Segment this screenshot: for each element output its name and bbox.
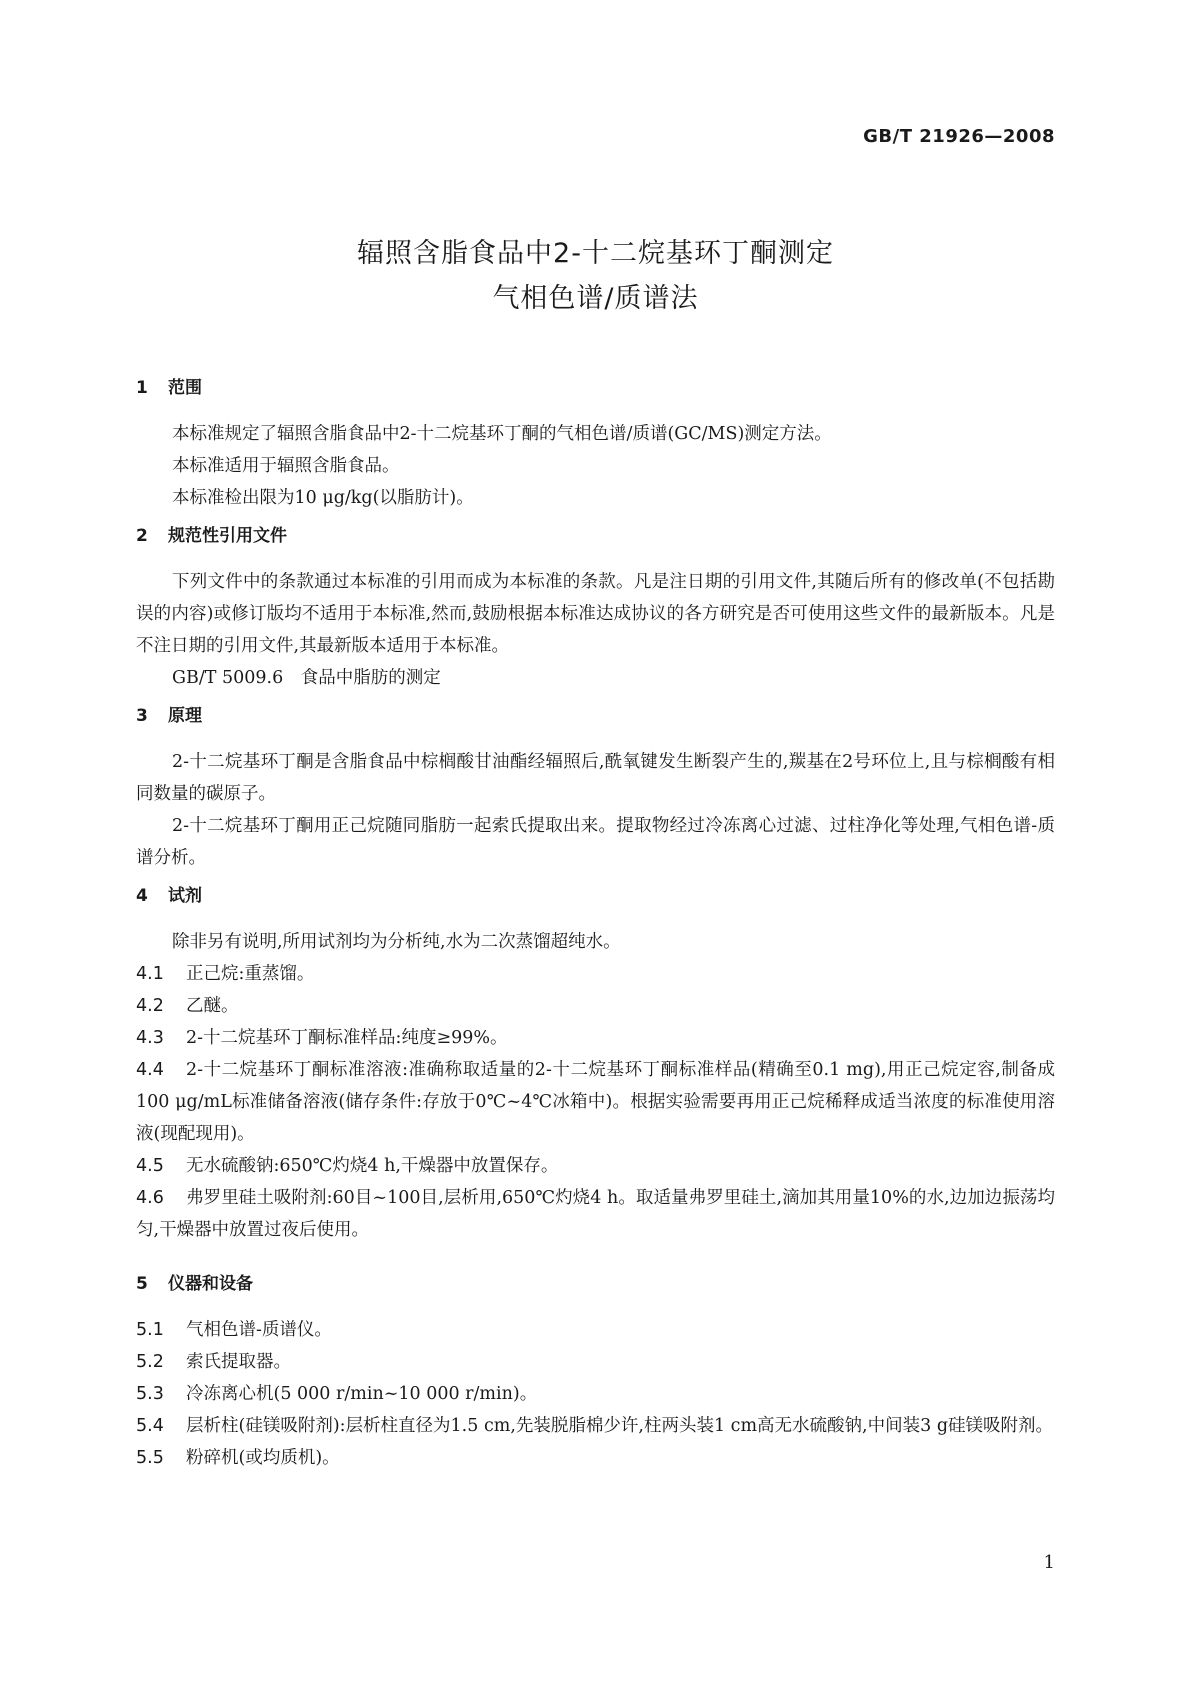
clause-number: 5.2 xyxy=(136,1352,164,1372)
clause-text: 冷冻离心机(5 000 r/min~10 000 r/min)。 xyxy=(186,1384,538,1404)
paragraph: 除非另有说明,所用试剂均为分析纯,水为二次蒸馏超纯水。 xyxy=(172,932,621,952)
section-title: 试剂 xyxy=(168,886,202,906)
clause-number: 4.6 xyxy=(136,1188,164,1208)
clause-text: 气相色谱-质谱仪。 xyxy=(186,1320,332,1340)
clause-text: 层析柱(硅镁吸附剂):层析柱直径为1.5 cm,先装脱脂棉少许,柱两头装1 cm高无水硫酸钠,中间装3 g硅镁吸附剂。 xyxy=(186,1416,1054,1436)
clause-item xyxy=(136,1378,1055,1410)
section-title: 原理 xyxy=(168,706,202,726)
clause-item xyxy=(136,1150,1055,1182)
paragraph: 2-十二烷基环丁酮用正己烷随同脂肪一起索氏提取出来。提取物经过冷冻离心过滤、过柱净化等处理,气相色谱-质谱分析。 xyxy=(136,816,1055,868)
clause-text: 2-十二烷基环丁酮标准样品:纯度≥99%。 xyxy=(186,1028,508,1048)
clause-text: 粉碎机(或均质机)。 xyxy=(186,1448,340,1468)
paragraph: 本标准检出限为10 μg/kg(以脂肪计)。 xyxy=(172,488,474,508)
section-heading-reagents xyxy=(136,880,1055,912)
section-number: 3 xyxy=(136,706,148,726)
clause-number: 4.5 xyxy=(136,1156,164,1176)
clause-number: 5.1 xyxy=(136,1320,164,1340)
clause-item xyxy=(136,990,1055,1022)
clause-text: 索氏提取器。 xyxy=(186,1352,291,1372)
section-title: 规范性引用文件 xyxy=(168,526,287,546)
document-body xyxy=(136,372,1055,1474)
clause-item xyxy=(136,1442,1055,1474)
document-subtitle: 气相色谱/质谱法 xyxy=(492,283,699,314)
clause-item xyxy=(136,958,1055,990)
clause-number: 5.3 xyxy=(136,1384,164,1404)
clause-item xyxy=(136,1054,1055,1150)
paragraph: 2-十二烷基环丁酮是含脂食品中棕榈酸甘油酯经辐照后,酰氧键发生断裂产生的,羰基在2号环位上,且与棕榈酸有相同数量的碳原子。 xyxy=(136,752,1055,804)
section-number: 1 xyxy=(136,378,148,398)
clause-item xyxy=(136,1410,1055,1442)
paragraph: 本标准适用于辐照含脂食品。 xyxy=(172,456,400,476)
page-number: 1 xyxy=(1043,1552,1055,1573)
section-heading-scope xyxy=(136,372,1055,404)
section-heading-normative-references xyxy=(136,520,1055,552)
clause-item xyxy=(136,1022,1055,1054)
clause-number: 5.4 xyxy=(136,1416,164,1436)
section-number: 2 xyxy=(136,526,148,546)
clause-text: 弗罗里硅土吸附剂:60目~100目,层析用,650℃灼烧4 h。取适量弗罗里硅土,滴加其用量10%的水,边加边振荡均匀,干燥器中放置过夜后使用。 xyxy=(136,1188,1055,1240)
clause-text: 乙醚。 xyxy=(186,996,239,1016)
section-heading-apparatus xyxy=(136,1268,1055,1300)
section-title: 范围 xyxy=(168,378,202,398)
clause-item xyxy=(136,1182,1055,1246)
section-number: 5 xyxy=(136,1274,148,1294)
paragraph: 本标准规定了辐照含脂食品中2-十二烷基环丁酮的气相色谱/质谱(GC/MS)测定方法。 xyxy=(172,424,832,444)
clause-item xyxy=(136,1346,1055,1378)
document-title: 辐照含脂食品中2-十二烷基环丁酮测定 xyxy=(357,238,834,269)
clause-number: 4.3 xyxy=(136,1028,164,1048)
clause-text: 无水硫酸钠:650℃灼烧4 h,干燥器中放置保存。 xyxy=(186,1156,559,1176)
section-heading-principle xyxy=(136,700,1055,732)
clause-text: 2-十二烷基环丁酮标准溶液:准确称取适量的2-十二烷基环丁酮标准样品(精确至0.1 mg),用正己烷定容,制备成100 μg/mL标准储备溶液(储存条件:存放于0℃~4℃冰箱中)。根据实验需要再用正己烷稀释成适当浓度的标准使用溶液(现配现用)。 xyxy=(136,1060,1055,1144)
clause-number: 4.4 xyxy=(136,1060,164,1080)
standard-code: GB/T 21926—2008 xyxy=(863,126,1055,147)
reference-entry: GB/T 5009.6 食品中脂肪的测定 xyxy=(172,668,441,688)
section-title: 仪器和设备 xyxy=(168,1274,253,1294)
clause-text: 正己烷:重蒸馏。 xyxy=(186,964,315,984)
clause-number: 4.2 xyxy=(136,996,164,1016)
clause-number: 4.1 xyxy=(136,964,164,984)
section-number: 4 xyxy=(136,886,148,906)
clause-item xyxy=(136,1314,1055,1346)
paragraph: 下列文件中的条款通过本标准的引用而成为本标准的条款。凡是注日期的引用文件,其随后所有的修改单(不包括勘误的内容)或修订版均不适用于本标准,然而,鼓励根据本标准达成协议的各方研究是否可使用这些文件的最新版本。凡是不注日期的引用文件,其最新版本适用于本标准。 xyxy=(136,572,1055,656)
clause-number: 5.5 xyxy=(136,1448,164,1468)
